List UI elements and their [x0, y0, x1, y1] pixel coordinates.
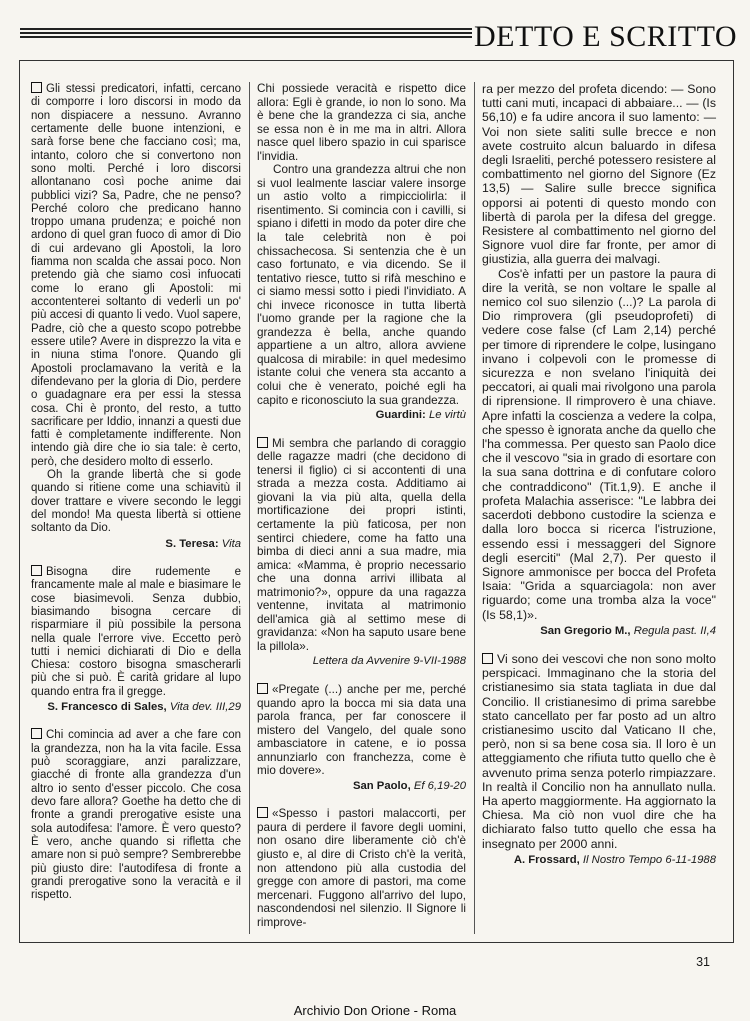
source-author: S. Teresa:	[165, 537, 219, 550]
column-rule	[249, 82, 250, 934]
source-author: Guardini:	[375, 409, 426, 422]
source-work: Il Nostro Tempo 6-11-1988	[582, 853, 716, 866]
source-author: S. Francesco di Sales,	[47, 701, 167, 714]
source-author: San Paolo,	[352, 779, 411, 792]
source-author: San Gregorio M.,	[540, 624, 631, 637]
quote-block	[257, 683, 466, 793]
quote-source	[257, 655, 466, 669]
quote-paragraph: «Pregate (...) anche per me, perché quando apro la bocca mi sia data una parola franca, per far conoscere il mistero del Vangelo, del quale sono ambasciatore in catene, e io possa annunziarlo con franchezza, come è mio dovere».	[257, 682, 466, 778]
column-rule	[474, 82, 475, 934]
quote-paragraph: Chi possiede veracità e rispetto dice allora: Egli è grande, io non lo sono. Ma è bene che la grandezza ci sia, anche se essa non è in me ma in altri. Allora nasce quel libero spazio in cui sparisce l'invidia.	[257, 82, 466, 163]
quote-paragraph: Mi sembra che parlando di coraggio delle ragazze madri (che decidono di tenersi il figlio) ci si accontenti di una strada a mezza costa. Additiamo ai giovani la via più alta, quella della mortificazione dei propri istinti, certamente la più faticosa, per non sentirci chiedere, come ha fatto una bimba di dieci anni a sua madre, mia amica: «Mamma, è proprio necessario che una donna arrivi illibata al matrimonio?», oppure da una ragazza ventenne, invitata al matrimonio dell'amica già al settimo mese di gravidanza: «Non ha saputo usare bene la pillola».	[257, 436, 466, 653]
quote-block	[257, 437, 466, 669]
quote-block	[31, 728, 241, 902]
source-work: Regula past. II,4	[633, 624, 716, 637]
quote-source	[31, 538, 241, 551]
quote-block	[482, 82, 716, 638]
quote-paragraph: Cos'è infatti per un pastore la paura di dire la verità, se non voltare le spalle al nemico col suo silenzio (...)? La parola di Dio rimprovera (gli pseudoprofeti) di vedere cose false (cf Lam 2,14) perché per timore di riprendere le colpe, lusingano invano i colpevoli con le promesse di sicurezza e non svelano l'iniquità dei peccatori, ai quali mai rivolgono una parola di riprensione. Il rimprovero è una chiave. Apre infatti la coscienza a vedere la colpa, che spesso è ignorata anche da quello che l'ha commessa. Per questo san Paolo dice che il vescovo "sia in grado di esortare con la sua sana dottrina e di confutare coloro che contraddicono" (Tit.1,9). E anche il profeta Malachia asserisce: "Le labbra dei sacerdoti debbono custodire la scienza e dalla loro bocca si ricerca l'istruzione, essendo essi i messaggeri del Signore degli eserciti" (Mal 2,7). Per questo il Signore ammonisce per bocca del Profeta Isaia: "Grida a squarciagola: non aver riguardo; come una tromba alza la voce" (Is 58,1)».	[482, 266, 716, 622]
square-bullet-icon	[31, 82, 42, 93]
quote-block	[482, 652, 716, 867]
quote-paragraph: Gli stessi predicatori, infatti, cercano di comporre i loro discorsi in modo da non dispiacere a nessuno. Avranno certamente delle buone intenzioni, e sarà forse bene che facciano così; ma, intanto, coloro che si convertono non sono molti. Perché i loro discorsi allontanano così poche anime dai pubblici vizi? Sa, Padre, che ne penso? Perché coloro che predicano hanno troppo umana prudenza; e poiché non ardono di quel gran fuoco di amor di Dio di cui ardevano gli Apostoli, la loro fiamma non scalda che assai poco. Non pretendo già che siamo così infuocati come lo erano gli Apostoli: mi accontenterei soltanto di vederli un po' più accesi di quanto li vedo. Vuol sapere, Padre, ciò che a questo scopo potrebbe essere utile? Avere in disprezzo la vita e in niuna stima l'onore. Quando gli Apostoli proclamavano la verità e la difendevano per la gloria di Dio, perdere o guadagnare era per essi la stessa cosa. Chi è pronto, del resto, a tutto sacrificare per Iddio, innanzi a questi due fatti è completamente indifferente. Non intendo già dire che io sia tale: è certo, però, che desidero molto di esserlo.	[31, 83, 241, 468]
quote-paragraph: Contro una grandezza altrui che non si vuol lealmente lasciar valere insorge un astio volto a rimpicciolirla: il risentimento. Si comincia con i cavilli, si spiano i difetti in modo da poter dire che la tale celebrità non è poi chissachecosa. Si sentenzia che è un caso fortunato, e via dicendo. Se il tentativo riesce, tutto si rifà meschino e ci siamo messi sotto i piedi l'invidiato. A chi invece riconosce in tutta libertà l'uomo grande per la ragione che la grandezza è bella, anche quando appartiene a un altro, allora avviene qualcosa di mirabile: in quel medesimo istante colui che venera sta accanto a colui che è venerato, poiché egli ha capito e riconosciuto la sua grandezza.	[257, 163, 466, 407]
column-3	[482, 82, 716, 881]
quote-source	[482, 624, 716, 638]
source-work: Vita dev. III,29	[169, 701, 241, 714]
quote-block	[31, 565, 241, 714]
square-bullet-icon	[31, 565, 42, 576]
source-work: Vita	[221, 537, 241, 550]
quote-paragraph: «Spesso i pastori malaccorti, per paura di perdere il favore degli uomini, non osano dire liberamente ciò ch'è giusto e, al dire di Cristo ch'è la verità, non attendono più alla custodia del gregge con amore di pastori, ma come mercenari. Fuggono all'arrivo del lupo, nascondendosi nel silenzio. Il Signore li rimprove-	[257, 807, 466, 929]
square-bullet-icon	[257, 437, 268, 448]
quote-block	[257, 807, 466, 929]
column-2	[257, 82, 466, 929]
quote-block	[31, 82, 241, 551]
quote-paragraph: Vi sono dei vescovi che non sono molto perspicaci. Immaginano che la storia del cristianesimo sia stata tagliata in due dal Concilio. Il cristianesimo di prima sarebbe stato cancellato per far posto ad un altro cristianesimo uscito dal Vaticano II che, però, non si sa bene cosa sia. Il loro è un atteggiamento che rifiuta tutto quello che è avvenuto prima senza poterlo rimpiazzare. In realtà il Concilio non ha annullato nulla. Ha aperto maggiormente. Ha aggiornato la Chiesa. Ma ciò non vuol dire che ha dichiarato falso tutto quello che essa ha insegnato per 2000 anni.	[482, 651, 716, 851]
quote-paragraph: ra per mezzo del profeta dicendo: — Sono tutti cani muti, incapaci di abbaiare... — (Is 56,10) e fa udire ancora il suo lamento: — Voi non siete saliti sulle brecce e non avete costruito alcun baluardo in difesa degli Israeliti, perché potessero resistere al combattimento nel giorno del Signore (Ez 13,5) — Salire sulle brecce significa opporsi ai potenti di questo mondo con libertà di parola per la difesa del gregge. Resistere al combattimento nel giorno del Signore vuol dire far fronte, per amor di giustizia, alla guerra dei malvagi.	[482, 82, 716, 267]
page-header-title: DETTO E SCRITTO	[474, 20, 738, 53]
source-work: Le virtù	[428, 409, 466, 422]
square-bullet-icon	[482, 653, 493, 664]
square-bullet-icon	[257, 807, 268, 818]
quote-paragraph: Bisogna dire rudemente e francamente male al male e biasimare le cose biasimevoli. Senza dubbio, biasimando bisogna cercare di risparmiare il più possibile la persona nella quale l'errore vive. Eccetto però tutti i nemici dichiarati di Dio e della Chiesa: costoro bisogna smascherarli più che si può. È carità gridare al lupo quando entra fra il gregge.	[31, 565, 241, 698]
quote-paragraph: Oh la grande libertà che si gode quando si ritiene come una schiavitù il dover trattare e vivere secondo le leggi del mondo! Ma questa libertà si ottiene soltanto da Dio.	[31, 469, 241, 535]
quote-source	[31, 701, 241, 714]
quote-paragraph: Chi comincia ad aver a che fare con la grandezza, non ha la vita facile. Essa può scoraggiare, anzi paralizzare, giacché di fronte alla grandezza d'un altro io sento d'esser piccolo. Che cosa devo fare allora? Goethe ha detto che di fronte a grandi prerogative esiste una sola autodifesa: l'amore. È vero questo? È vero, anche quando si rifletta che amare non si può sempre? Sembrerebbe più giusto dire: l'autodifesa di fronte a grandi prerogative sono la veracità e il rispetto.	[31, 729, 241, 902]
quote-source	[482, 853, 716, 867]
source-work: Lettera da Avvenire 9-VII-1988	[312, 655, 466, 668]
quote-source	[257, 780, 466, 794]
square-bullet-icon	[31, 728, 42, 739]
quote-block	[257, 82, 466, 423]
page-number: 31	[696, 955, 710, 969]
source-author: A. Frossard,	[513, 853, 580, 866]
header-rule	[20, 28, 472, 40]
column-1	[31, 82, 241, 902]
archive-footer: Archivio Don Orione - Roma	[293, 1003, 457, 1018]
quote-source	[257, 409, 466, 423]
square-bullet-icon	[257, 683, 268, 694]
source-work: Ef 6,19-20	[413, 779, 466, 792]
